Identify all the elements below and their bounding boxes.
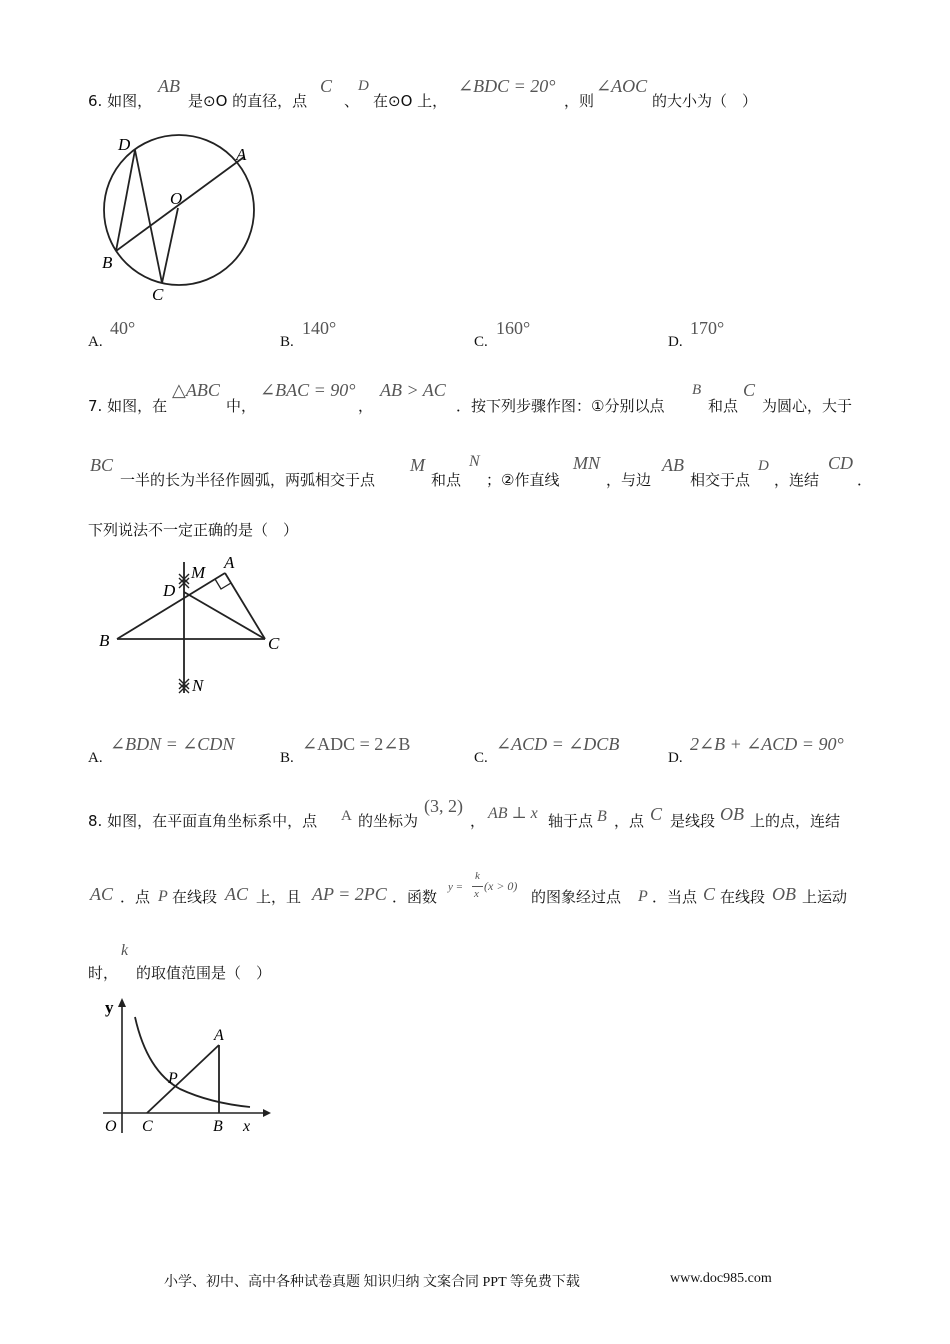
- q8-coordinate: (3, 2): [424, 796, 463, 816]
- q6-condition: ∠BDC = 20°: [458, 76, 556, 96]
- q7-label-a: A: [224, 553, 235, 572]
- q8-c: C: [650, 804, 663, 824]
- q6-option-d-letter: D.: [668, 334, 683, 350]
- q8-label-c: C: [142, 1118, 153, 1135]
- q8-x-axis-arrow: [263, 1109, 271, 1117]
- q6-label-a: A: [236, 145, 247, 164]
- q6-option-b-letter: B.: [280, 334, 294, 350]
- q6-circle: [104, 135, 254, 285]
- q6-d: D: [358, 78, 369, 94]
- q7-text-8: ；②作直线: [486, 471, 560, 489]
- q6-option-b-value: 140°: [302, 318, 337, 338]
- q8-func-y: y =: [448, 881, 464, 893]
- q7-option-c-value: ∠ACD = ∠DCB: [496, 734, 620, 754]
- q8-text-6: 上的点，连结: [750, 812, 841, 830]
- q6-segment-oc: [162, 208, 178, 283]
- q8-label-y: y: [105, 998, 114, 1017]
- q7-m: M: [410, 455, 425, 475]
- q7-text-4: 和点: [708, 397, 739, 415]
- q6-circle-figure: [90, 128, 280, 308]
- q8-text-8: 在线段: [172, 888, 218, 906]
- q7-text-9: ，与边: [606, 471, 652, 489]
- q6-label-b: B: [102, 253, 113, 272]
- q7-label-b: B: [99, 631, 110, 650]
- q8-ob-2: OB: [772, 884, 796, 904]
- q6-option-c-letter: C.: [474, 334, 488, 350]
- q8-text-3: 轴于点: [548, 812, 594, 830]
- q7-text-12: ．: [857, 471, 873, 489]
- q7-label-m: M: [191, 563, 206, 582]
- q8-text-11: 的图象经过点: [531, 888, 622, 906]
- q8-text-10: ．函数: [392, 888, 438, 906]
- q6-segment-dc: [135, 150, 162, 283]
- q6-label-d: D: [118, 135, 131, 154]
- q7-text-6: 一半的长为半径作圆弧，两弧相交于点: [120, 471, 376, 489]
- q8-line-3a: 时，: [88, 964, 119, 982]
- q8-ac-2: AC: [225, 884, 249, 904]
- footer-text: 小学、初中、高中各种试卷真题 知识归纳 文案合同 PPT 等免费下载: [164, 1275, 580, 1290]
- q8-c-2: C: [703, 884, 716, 904]
- q7-triangle-figure: [95, 548, 295, 703]
- q7-segment-dc: [184, 592, 265, 639]
- q8-label-x: x: [243, 1118, 251, 1135]
- q8-label-b: B: [213, 1118, 223, 1135]
- q8-k: k: [121, 942, 129, 959]
- q8-hyperbola: [135, 1017, 250, 1107]
- q7-side-ac: [225, 573, 265, 639]
- q7-text-7: 和点: [431, 471, 462, 489]
- q7-label-c: C: [268, 634, 280, 653]
- q7-condition-1: ∠BAC = 90°: [260, 380, 356, 400]
- q6-text-2: 、: [344, 92, 360, 110]
- q7-bc: BC: [90, 455, 114, 475]
- q7-label-d: D: [163, 581, 176, 600]
- q7-text-2: ，: [358, 397, 374, 415]
- q6-label-o: O: [170, 189, 183, 208]
- q8-text-4: ，点: [614, 812, 645, 830]
- q8-b: B: [597, 808, 607, 825]
- q8-func-k: k: [475, 870, 480, 882]
- q8-text-7: ．点: [120, 888, 151, 906]
- q6-text-3: 在⊙O 上，: [373, 92, 448, 110]
- q6-c: C: [320, 76, 333, 96]
- q7-text-11: ，连结: [774, 471, 820, 489]
- q7-option-b-value: ∠ADC = 2∠B: [302, 734, 411, 754]
- q8-text-13: 在线段: [720, 888, 766, 906]
- q8-text-12: ．当点: [652, 888, 698, 906]
- q7-ab: AB: [662, 455, 684, 475]
- q7-d: D: [758, 458, 769, 474]
- q7-label-n: N: [192, 676, 204, 695]
- footer-url[interactable]: www.doc985.com: [670, 1271, 772, 1286]
- q8-ob: OB: [720, 804, 744, 824]
- q8-number: 8. 如图，在平面直角坐标系中，点: [88, 812, 318, 830]
- q8-line-3b: 的取值范围是（ ）: [136, 964, 272, 982]
- q7-text-1: 中，: [226, 397, 257, 415]
- q8-fraction-bar: [472, 886, 483, 887]
- q7-option-b-letter: B.: [280, 750, 294, 766]
- q6-option-a-letter: A.: [88, 334, 103, 350]
- q8-label-a: A: [214, 1027, 224, 1044]
- q7-text-3: ．按下列步骤作图：①分别以点: [456, 397, 665, 415]
- q7-text-10: 相交于点: [690, 471, 751, 489]
- q8-ap-condition: AP = 2PC: [312, 884, 387, 904]
- q7-text-5: 为圆心，大于: [762, 397, 853, 415]
- q8-text-1: 的坐标为: [358, 812, 419, 830]
- q7-option-c-letter: C.: [474, 750, 488, 766]
- q7-option-d-value: 2∠B + ∠ACD = 90°: [690, 734, 844, 754]
- q7-option-a-value: ∠BDN = ∠CDN: [110, 734, 235, 754]
- q8-y-axis-arrow: [118, 998, 126, 1007]
- q8-text-5: 是线段: [670, 812, 716, 830]
- q8-a: A: [341, 808, 352, 824]
- q6-option-a-value: 40°: [110, 318, 136, 338]
- q8-text-14: 上运动: [802, 888, 848, 906]
- q6-option-c-value: 160°: [496, 318, 531, 338]
- q8-segment-ac: [147, 1045, 219, 1113]
- q8-func-domain: (x > 0): [484, 879, 518, 893]
- q7-n: N: [469, 453, 480, 470]
- q7-c: C: [743, 380, 756, 400]
- q8-perp: AB ⊥ x: [488, 805, 538, 822]
- q7-cd: CD: [828, 453, 854, 473]
- q8-p: P: [158, 888, 168, 905]
- q7-condition-2: AB > AC: [380, 380, 446, 400]
- q7-line-3: 下列说法不一定正确的是（ ）: [88, 521, 299, 539]
- q6-ab: AB: [158, 76, 180, 96]
- q6-text-5: 的大小为（ ）: [652, 92, 758, 110]
- q8-label-p: P: [168, 1070, 178, 1087]
- q6-label-c: C: [152, 285, 164, 304]
- q6-number: 6. 如图，: [88, 92, 153, 110]
- q8-text-9: 上，且: [256, 888, 302, 906]
- q8-text-2: ，: [470, 812, 486, 830]
- q8-ac: AC: [90, 884, 114, 904]
- q7-mn: MN: [573, 453, 600, 473]
- q8-label-o: O: [105, 1118, 117, 1135]
- q7-option-d-letter: D.: [668, 750, 683, 766]
- q6-text-1: 是⊙O 的直径，点: [188, 92, 308, 110]
- q6-text-4: ，则: [564, 92, 595, 110]
- q8-coordinate-figure: [95, 993, 275, 1141]
- q7-number: 7. 如图，在: [88, 397, 168, 415]
- q8-func-x: x: [474, 888, 479, 900]
- q7-triangle: △ABC: [172, 380, 220, 400]
- q6-option-d-value: 170°: [690, 318, 725, 338]
- q7-b: B: [692, 382, 702, 398]
- q7-option-a-letter: A.: [88, 750, 103, 766]
- q6-aoc: ∠AOC: [596, 76, 648, 96]
- q8-p-2: P: [638, 888, 648, 905]
